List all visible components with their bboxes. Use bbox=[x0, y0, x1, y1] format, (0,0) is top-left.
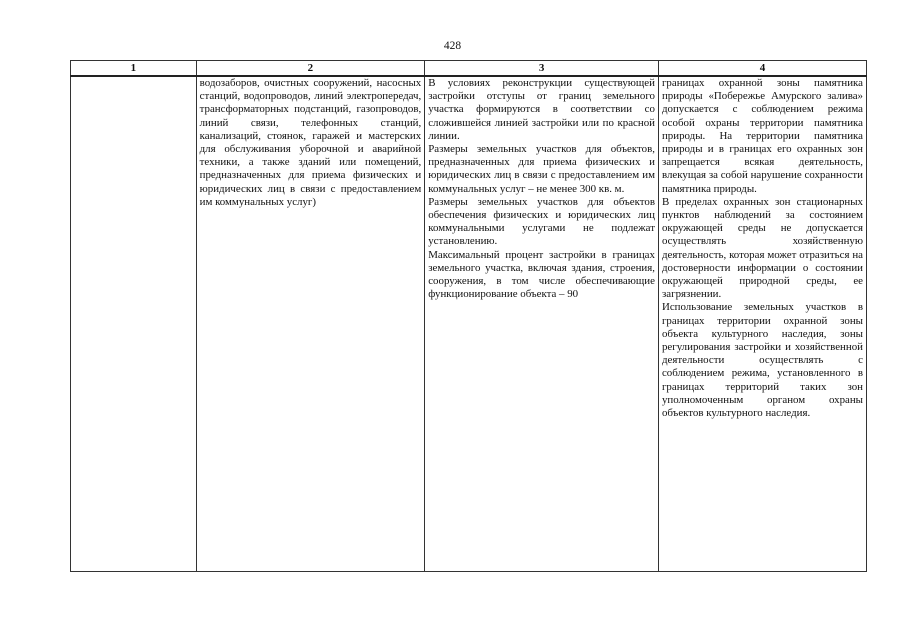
table-header-col-1: 1 bbox=[71, 61, 197, 77]
page-number: 428 bbox=[443, 40, 462, 52]
table-header-col-2: 2 bbox=[196, 61, 425, 77]
cell-col-3-paragraph-3: Размеры земельных участков для объектов обеспечения физических и юридических лиц коммунальными услугами не подлежат установлению. bbox=[428, 195, 655, 248]
cell-col-3-paragraph-4: Максимальный процент застройки в границах земельного участка, включая здания, строения, сооружения, в том числе обеспечивающие функционирование объекта – 90 bbox=[428, 248, 655, 301]
cell-col-1 bbox=[71, 76, 197, 572]
table-header-col-4: 4 bbox=[658, 61, 866, 77]
table-header-col-3: 3 bbox=[425, 61, 659, 77]
cell-col-2 bbox=[196, 76, 425, 572]
document-table bbox=[70, 60, 867, 572]
cell-col-3-paragraph-1: В условиях реконструкции существующей застройки отступы от границ земельного участка формируются в соответствии со сложившейся линией застройки или по красной линии. bbox=[428, 77, 655, 142]
table-row bbox=[71, 76, 867, 572]
cell-col-3-paragraph-2: Размеры земельных участков для объектов, предназначенных для приема физических и юридических лиц в связи с предоставлением им коммунальных услуг – не менее 300 кв. м. bbox=[428, 143, 655, 195]
table-header-row bbox=[71, 61, 867, 77]
cell-col-4-paragraph-1: границах охранной зоны памятника природы «Побережье Амурского залива» допускается с соблюдением режима особой охраны территории памятника природы. На территории памятника природы и в границах его охранных зон запрещается всякая деятельность, влекущая за собой нарушение сохранности памятника природы. bbox=[661, 77, 863, 195]
cell-col-3 bbox=[425, 76, 659, 572]
cell-col-4-paragraph-3: Использование земельных участков в границах территории охранной зоны объекта культурного наследия, зоны регулирования застройки и хозяйственной деятельности осуществлять с соблюдением режима, установленного в границах территорий таких зон уполномоченным органом охраны объектов культурного наследия. bbox=[661, 301, 863, 420]
cell-col-4 bbox=[658, 76, 866, 572]
cell-col-4-paragraph-2: В пределах охранных зон стационарных пунктов наблюдений за состоянием окружающей среды не допускается осуществлять хозяйственную деятельность, которая может отразиться на достоверности информации о состоянии окружающей природной среды, ее загрязнении. bbox=[661, 195, 863, 301]
cell-col-2-paragraph: водозаборов, очистных сооружений, насосных станций, водопроводов, линий электропередач, трансформаторных подстанций, газопроводов, линий связи, телефонных станций, канализаций, стоянок, гаражей и мастерских для обслуживания уборочной и аварийной техники, а также зданий или помещений, предназначенных для приема физических и юридических лиц в связи с предоставлением им коммунальных услуг) bbox=[199, 77, 422, 208]
